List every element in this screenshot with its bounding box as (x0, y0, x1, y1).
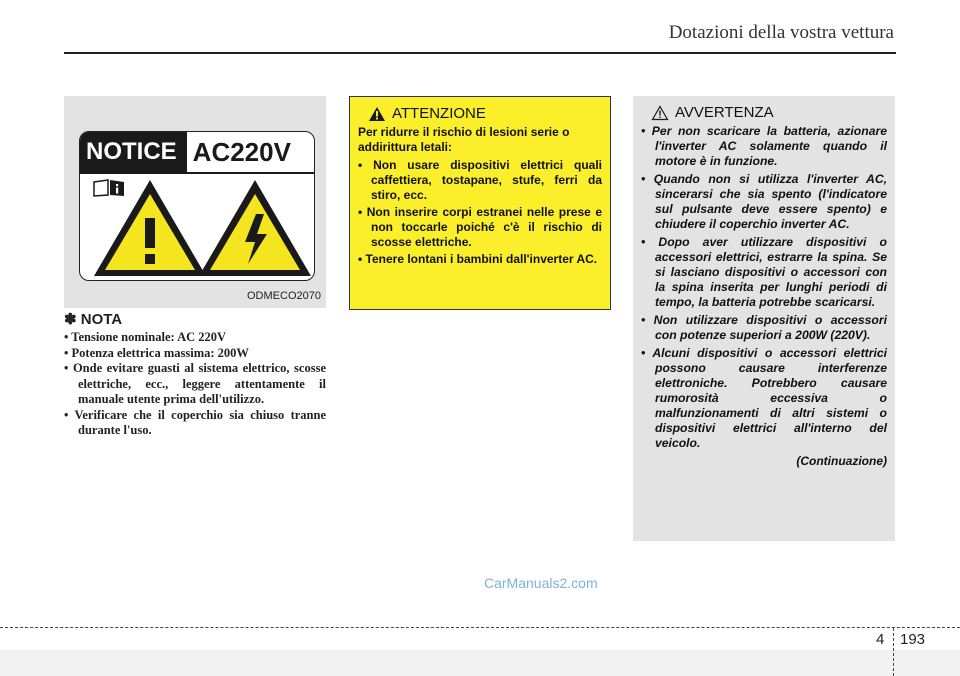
list-item: • Quando non si utilizza l'inverter AC, sincerarsi che sia spento (l'indicatore sul pulsante deve essere spento) e chiudere il coperchio inverter AC. (641, 172, 887, 232)
avvertenza-list (641, 124, 887, 451)
warning-triangle-outline-icon (651, 105, 669, 121)
attenzione-intro: Per ridurre il rischio di lesioni serie o addirittura letali: (358, 125, 570, 154)
section-number: 4 (876, 631, 885, 648)
attenzione-box (349, 96, 611, 310)
footer-rule (0, 627, 960, 628)
list-item: • Non usare dispositivi elettrici quali caffettiera, tostapane, stufe, ferri da stiro, ecc. (358, 158, 602, 203)
footer-band (0, 650, 960, 676)
avvertenza-box (633, 96, 895, 541)
list-item: • Non utilizzare dispositivi o accessori con potenze superiori a 200W (220V). (641, 313, 887, 343)
list-item: • Tensione nominale: AC 220V (64, 330, 326, 346)
list-item: • Per non scaricare la batteria, azionare l'inverter AC solamente quando il motore è in funzione. (641, 124, 887, 169)
page-header-title: Dotazioni della vostra vettura (668, 22, 894, 43)
list-item: • Non inserire corpi estranei nelle prese e non toccarle poiché c'è il rischio di scosse elettriche. (358, 205, 602, 250)
attenzione-list (358, 158, 602, 267)
watermark-link[interactable]: CarManuals2.com (484, 575, 598, 591)
nota-list (64, 330, 326, 439)
notice-voltage: AC220V (185, 132, 297, 172)
page-separator (893, 628, 894, 676)
read-manual-icon (92, 178, 128, 198)
warning-triangle-icon (368, 106, 386, 122)
list-item: • Tenere lontani i bambini dall'inverter AC. (358, 252, 602, 267)
figure-code: ODMECO2070 (247, 290, 321, 302)
notice-label (79, 131, 315, 281)
list-item: • Dopo aver utilizzare dispositivi o accessori elettrici, estrarre la spina. Se si lasciano dispositivi o accessori con la spina inserita per lunghi periodi di tempo, la batteria potrebbe scaricarsi. (641, 235, 887, 310)
avvertenza-title: AVVERTENZA (675, 104, 774, 121)
electric-shock-warning-icon (199, 180, 311, 276)
attenzione-title: ATTENZIONE (392, 105, 486, 122)
list-item: • Potenza elettrica massima: 200W (64, 346, 326, 362)
header-rule (64, 52, 896, 54)
list-item: • Alcuni dispositivi o accessori elettrici possono causare interferenze elettroniche. Potrebbero causare rumorosità eccessiva o malfunzionamenti di altri sistemi o dispositivi elettrici all'interno del veicolo. (641, 346, 887, 451)
notice-header-bar (80, 132, 314, 172)
list-item: • Onde evitare guasti al sistema elettrico, scosse elettriche, ecc., leggere attentamente il manuale utente prima dell'utilizzo. (64, 361, 326, 408)
nota-title: ✽ NOTA (64, 311, 123, 328)
continued-label: (Continuazione) (796, 454, 887, 468)
list-item: • Verificare che il coperchio sia chiuso tranne durante l'uso. (64, 408, 326, 439)
page-number: 193 (900, 631, 926, 648)
notice-word: NOTICE (80, 132, 185, 172)
